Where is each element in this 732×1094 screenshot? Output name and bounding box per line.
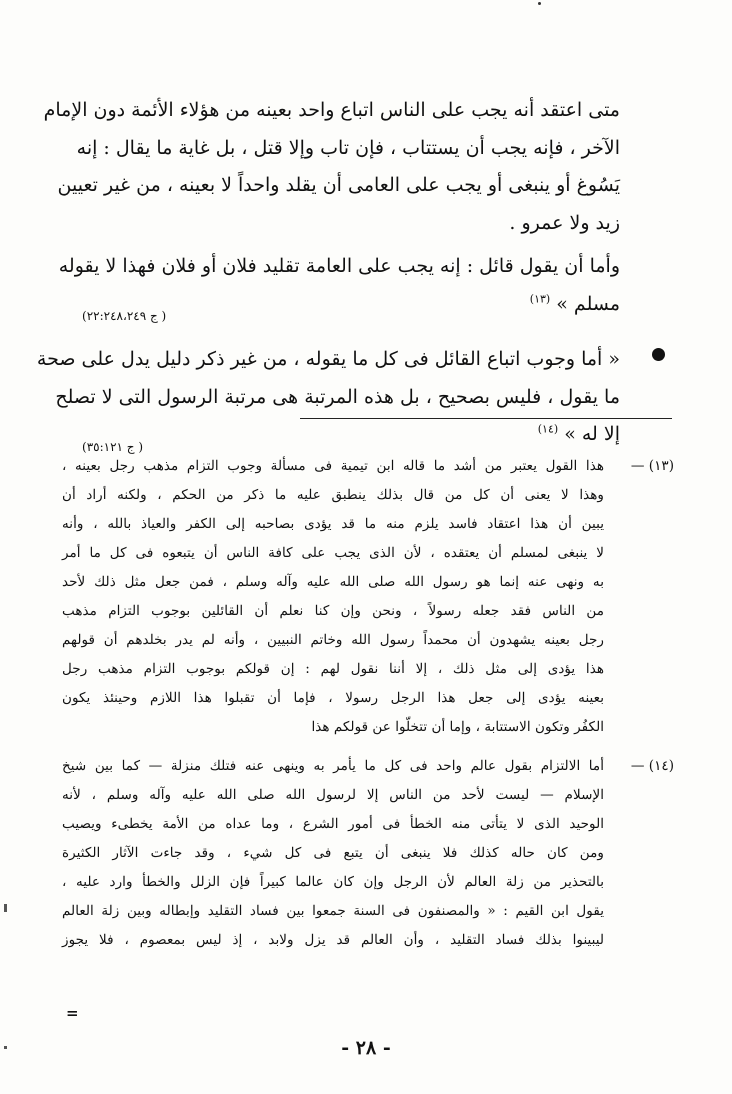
footnote-line: الكفُر وتكون الاستتابة ، وإما أن تتخلّوا عن قولكم هذا: [311, 719, 604, 735]
bullet-icon: [652, 348, 665, 361]
text-line: وأما أن يقول قائل : إنه يجب على العامة تقليد فلان أو فلان فهذا لا يقوله: [58, 255, 620, 277]
footnote-line: لا ينبغى لمسلم أن يعتقده ، لأن الذى يجب على كافة الناس أن يتبعوه فى كل ما أمر: [62, 545, 604, 561]
footnote-line: الوحيد الذى لا يتأتى منه الخطأ فى أمور الشرع ، وما عداه من الأمة يخطىء ويصيب: [62, 816, 604, 832]
text-line: مسلم »: [556, 292, 620, 315]
footnote-line: رجل بعينه يشهدون أن محمداً رسول الله وخاتم النبيين ، وأنه لم يدر بخلدهم أن قولهم: [62, 632, 604, 648]
source-reference: ( ج ٢٢:٢٤٨،٢٤٩): [82, 309, 167, 323]
footnote-line: الإسلام — ليست لأحد من الناس إلا لرسول الله صلى الله عليه وآله وسلم ، لأنه: [62, 787, 604, 803]
footnote-line: بعينه يؤدى إلى جعل هذا الرجل رسولا ، فإما أن تقبلوا هذا اللازم وحينئذ يكون: [62, 690, 604, 706]
scan-speck: [4, 904, 7, 912]
text-line: الآخر ، فإنه يجب أن يستتاب ، فإن تاب وإلا قتل ، بل غاية ما يقال : إنه: [76, 136, 620, 159]
paragraph-3: [36, 341, 620, 454]
footnote-line: من الناس فقد جعله رسولاً ، ونحن وإن كنا نعلم أن القائلين بوجوب التزام مذهب: [62, 603, 604, 619]
footnote-14: [62, 752, 674, 955]
footnote-separator: [300, 418, 672, 419]
text-line: زيد ولا عمرو .: [509, 211, 620, 234]
footnote-line: وهذا لا يعنى أن كل من قال بذلك ينطبق عليه ما ذكر من الحكم ، ولكنه أراد أن: [62, 487, 604, 503]
text-line: يَسُوغ أو ينبغى أو يجب على العامى أن يقلد واحداً لا بعينه ، من غير تعيين: [57, 174, 620, 196]
footnote-line: بالتحذير من زلة العالم لأن الرجل وإن كان عالما كبيراً فإن الزلل والخطأ وارد عليه ،: [62, 874, 604, 890]
paragraph-1: [43, 92, 620, 242]
footnote-line: يقول ابن القيم : « والمصنفون فى السنة جمعوا بين فساد التقليد وإبطاله وبين زلة العالم: [62, 903, 604, 919]
footnote-number: (١٣) —: [630, 458, 674, 474]
scan-speck: [4, 1046, 7, 1049]
text-line: « أما وجوب اتباع القائل فى كل ما يقوله ، من غير ذكر دليل يدل على صحة: [36, 348, 620, 370]
source-reference: ( ج ٣٥:١٢١): [82, 439, 144, 454]
footnote-marker-13: (١٣): [529, 292, 551, 306]
footnote-13: [62, 452, 674, 742]
scan-speck: [538, 2, 541, 5]
footnote-body: [62, 752, 604, 955]
footnote-number: (١٤) —: [630, 758, 674, 774]
footnote-body: [62, 452, 604, 742]
ref-row: [82, 416, 620, 454]
page-number: - ٢٨ -: [341, 1037, 391, 1059]
footnote-line: أما الالتزام بقول عالم واحد فى كل ما يأمر به وينهى عنه فتلك منزلة — كما بين شيخ: [62, 758, 604, 774]
text-line: ما يقول ، فليس بصحيح ، بل هذه المرتبة هى مرتبة الرسول التى لا تصلح: [55, 385, 620, 408]
main-text: [36, 92, 620, 454]
paragraph-2: [58, 248, 620, 323]
ref-row: [82, 286, 620, 324]
footnote-line: ليبينوا بذلك فساد التقليد ، وأن العالم قد يزل ولابد ، إذ ليس بمعصوم ، فلا يجوز: [62, 932, 604, 948]
footnote-line: هذا القول يعتبر من أشد ما قاله ابن تيمية فى مسألة وجوب التزام مذهب رجل بعينه ،: [62, 458, 604, 474]
footnote-line: به ونهى عنه إنما هو رسول الله صلى الله عليه وآله وسلم ، فمن جعل مثل ذلك لأحد: [62, 574, 604, 590]
footnote-line: هذا يؤدى إلى مثل ذلك ، إلا أننا نقول لهم : إن قولكم بوجوب التزام مذهب رجل: [62, 661, 604, 677]
continuation-mark: =: [66, 1004, 79, 1022]
text-line: إلا له »: [564, 423, 620, 445]
footnote-line: ومن كان حاله كذلك فلا ينبغى أن يتبع فى كل شيء ، وقد جاءت الآثار الكثيرة: [62, 845, 604, 861]
text-line-with-note: [530, 286, 620, 324]
footnote-line: يبين أن هذا اعتقاد فاسد يلزم منه ما قد يؤدى بصاحبه إلى الكفر والعياذ بالله ، وأنه: [62, 516, 604, 532]
text-line: متى اعتقد أنه يجب على الناس اتباع واحد بعينه من هؤلاء الأئمة دون الإمام: [43, 99, 620, 121]
footnote-marker-14: (١٤): [537, 422, 559, 436]
text-line-with-note: [538, 416, 620, 454]
